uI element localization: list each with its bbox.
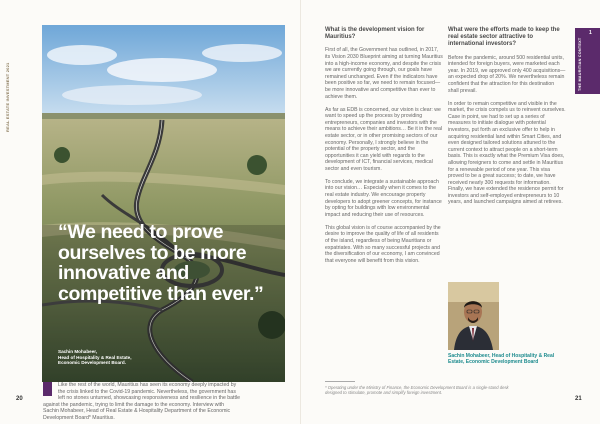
intro-line: Sachin Mohabeer, Head of Real Estate & Hospitality Department of the Economic: [43, 408, 231, 415]
answer-paragraph: To conclude, we integrate a sustainable approach into our vision… Especially when it comes to the real estate industry. We encourage property developers to adopt greener concepts, for instance by opting for buildings with low environmental impact and reducing their use of resources.: [325, 178, 442, 218]
intro-line: Like the rest of the world, Mauritius has seen its economy deeply impacted by: [58, 382, 237, 388]
pull-quote: “We need to prove ourselves to be more innovative and competitive than ever.”: [58, 221, 264, 305]
answer-paragraph: This global vision is of course accompanied by the desire to improve the quality of life of all residents of the island, regardless of being Mauritians or expatriates. With so many successful projects and the diversification of our economy, I am convinced that everyone will benefit from this vision.: [325, 224, 441, 264]
quote-attribution: [58, 349, 168, 366]
interview-column-2: [448, 27, 566, 212]
interview-column-1: [325, 27, 443, 271]
question-heading: What were the efforts made to keep the real estate sector attractive to international investors?: [448, 27, 560, 48]
answer-paragraph: Before the pandemic, around 500 residential units, intended for foreign buyers, were marketed each year. In 2019, we approved only 400 acquisitions—an expected drop of 20%. We nevertheless remain confident that the attraction for this destination shall prevail.: [448, 54, 566, 94]
footnote-line: designed to stimulate, promote and simplify foreign investment.: [325, 390, 443, 396]
portrait-caption: [448, 353, 566, 365]
footnote-divider: [325, 381, 355, 382]
question-heading: What is the development vision for Mauritius?: [325, 27, 425, 41]
answer-paragraph: In order to remain competitive and visible in the market, the crisis compels us to reinvent ourselves. Case in point, we had to set up a series of measures to initiate dialogue with potential investors, put forth an exclusive offer to help in acquiring residential land within Smart Cities, and even designed tailored solutions attuned to the current context to attract people on a short-term basis. This is exactly what the Premium Visa does, allowing foreigners to come and settle in Mauritius for a renewable period of one year. This visa proved to be a great success; to date, we have received nearly 300 requests for information. Finally, we have extended the residence permit for investors and self-employed entrepreneurs to 10 years, and launched campaigns aimed at retirees.: [448, 100, 566, 206]
intro-line: Development Board* Mauritius.: [43, 414, 115, 421]
caption-org: Estate, Economic Development Board: [448, 359, 539, 366]
landscape-photo: [42, 25, 285, 382]
footnote: [325, 385, 565, 396]
page-gutter: [300, 0, 301, 424]
page-number-right: 21: [575, 396, 582, 402]
attribution-org: Economic Development Board.: [58, 360, 126, 366]
intro-line: left no stones unturned, showcasing responsiveness and resilience in the battle: [58, 395, 240, 402]
section-tab-label: THE MAURITIAN CONTEXT: [578, 37, 582, 91]
intro-paragraph: [43, 382, 286, 422]
dropcap-block: [43, 382, 52, 396]
page-number-left: 20: [16, 396, 23, 402]
answer-paragraph: As far as EDB is concerned, our vision is clear: we want to speed up the process by providing entrepreneurs, companies and investors with the means to achieve their ambitions… Be it in the real estate sector, or in other promising sectors of our economy. Personally, I strongly believe in the potential of the property sector, and the opportunities it can yield with regards to the development of ICT, financial services, medical sector and even tourism.: [325, 106, 443, 172]
portrait-photo: [448, 282, 499, 350]
footnote-line: * Operating under the Ministry of Finance, the Economic Development Board is a single-stand desk: [325, 385, 509, 390]
running-header-left: REAL ESTATE INVESTMENT 2021: [5, 62, 10, 132]
intro-line: the crisis linked to the Covid-19 pandemic. Nevertheless, the government has: [58, 388, 236, 395]
attribution-role: Head of Hospitality & Real Estate,: [58, 354, 132, 360]
caption-name: Sachin Mohabeer, Head of Hospitality & Real: [448, 353, 555, 359]
section-tab-number: 1: [589, 30, 592, 36]
answer-paragraph: First of all, the Government has outlined, in 2017, its Vision 2030 Blueprint aiming at turning Mauritius into a high-income economy, and despite the crisis we are currently going through, our goals have remained unchanged. Even if the indicators have been positive so far, we need to remain focused—be more innovative and competitive than ever to achieve them.: [325, 47, 443, 100]
attribution-name: Sachin Mohabeer,: [58, 349, 98, 354]
intro-line: against the pandemic, trying to limit the damage to the economy. Interview with: [43, 401, 224, 408]
